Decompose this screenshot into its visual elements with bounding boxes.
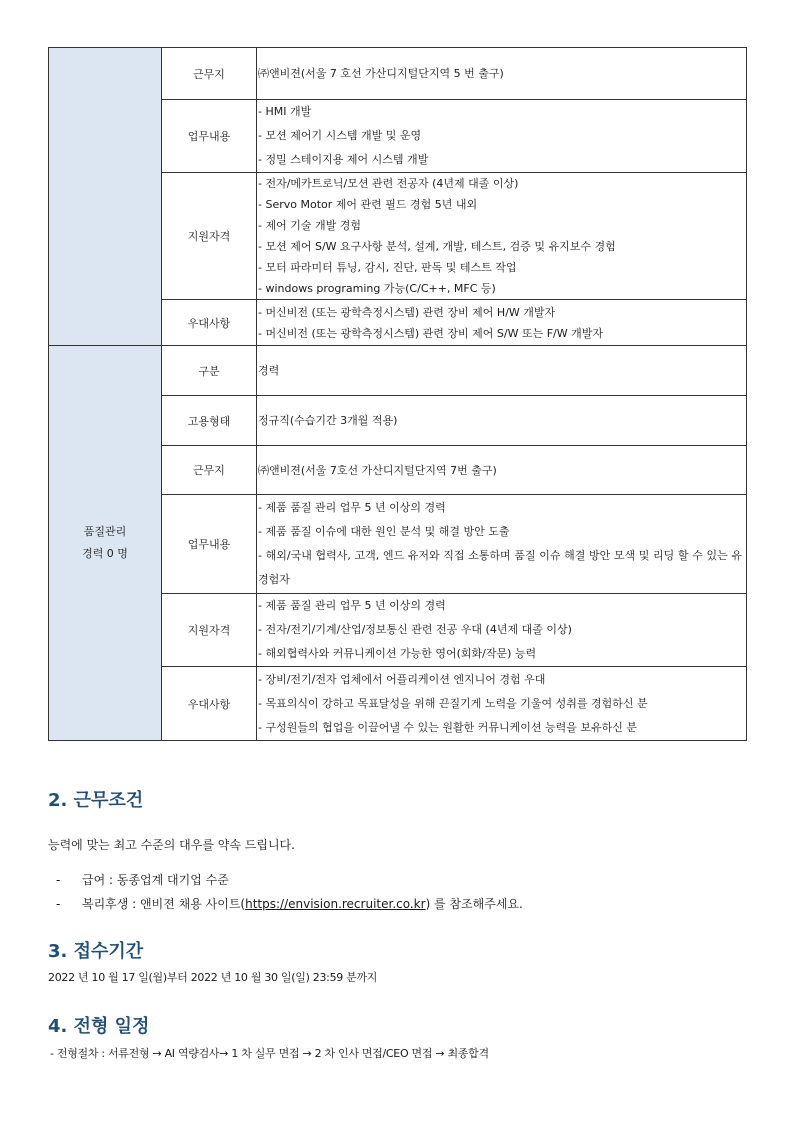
list-item-text: 복리후생 : 앤비젼 채용 사이트( [82, 897, 246, 911]
bullet: - [56, 873, 61, 887]
value-line: - Servo Motor 제어 관련 필드 경험 5년 내외 [258, 198, 478, 211]
group-cell [49, 346, 162, 741]
value-line: ㈜앤비젼(서울 7호선 가산디지털단지역 7번 출구) [258, 463, 497, 477]
group-label-line1: 품질관리 [83, 525, 127, 538]
application-period: 2022 년 10 월 17 일(월)부터 2022 년 10 월 30 일(일) 23:59 분까지 [48, 971, 378, 984]
row-label: 지원자격 [162, 173, 257, 300]
value-line: - 구성원들의 협업을 이끌어낼 수 있는 원활한 커뮤니케이션 능력을 보유하신 분 [258, 720, 637, 734]
value-line: - 제품 품질 관리 업무 5 년 이상의 경력 [258, 501, 446, 514]
section-2-intro: 능력에 맞는 최고 수준의 대우를 약속 드립니다. [48, 838, 295, 852]
value-line: - 전자/메카트로닉/모션 관련 전공자 (4년제 대졸 이상) [258, 177, 519, 190]
value-line: - 해외협력사와 커뮤니케이션 가능한 영어(회화/작문) 능력 [258, 647, 537, 660]
value-line: - 모션 제어 S/W 요구사항 분석, 설계, 개발, 테스트, 검증 및 유지보수 경험 [258, 240, 616, 253]
section-4-title: 4. 전형 일정 [48, 1016, 150, 1037]
row-value [257, 173, 747, 300]
row-value [257, 667, 747, 741]
value-line: - 모션 제어기 시스템 개발 및 운영 [258, 129, 422, 142]
row-value [257, 100, 747, 173]
value-line: - windows programing 가능(C/C++, MFC 등) [258, 282, 496, 295]
row-value [257, 346, 747, 396]
recruit-site-link[interactable]: https://envision.recruiter.co.kr [245, 897, 426, 911]
value-line: - 장비/전기/전자 업체에서 어플리케이션 엔지니어 경험 우대 [258, 672, 546, 686]
group-label-line2: 경력 0 명 [82, 547, 128, 560]
row-label: 업무내용 [162, 100, 257, 173]
value-line: - 정밀 스테이지용 제어 시스템 개발 [258, 153, 429, 166]
list-item [56, 895, 523, 912]
group-cell [49, 48, 162, 346]
row-label: 고용형태 [162, 396, 257, 446]
row-value [257, 446, 747, 495]
table-row [49, 346, 747, 396]
row-value [257, 495, 747, 594]
row-value [257, 48, 747, 100]
list-item-text: 급여 : 동종업계 대기업 수준 [82, 873, 229, 887]
row-label: 업무내용 [162, 495, 257, 594]
section-3-title: 3. 접수기간 [48, 941, 144, 962]
job-table [48, 47, 747, 741]
row-label: 근무지 [162, 48, 257, 100]
value-line: - 해외/국내 협력사, 고객, 엔드 유저와 직접 소통하며 품질 이슈 해결 방안 모색 및 리딩 할 수 있는 유경험자 [258, 549, 742, 586]
value-line: - 제어 기술 개발 경험 [258, 219, 361, 232]
value-line: - 모터 파라미터 튜닝, 감시, 진단, 판독 및 테스트 작업 [258, 261, 517, 274]
value-line: 경력 [258, 364, 280, 377]
row-label: 구분 [162, 346, 257, 396]
value-line: - 제품 품질 관리 업무 5 년 이상의 경력 [258, 599, 446, 612]
bullet: - [56, 897, 61, 911]
list-item-text: ) 를 참조해주세요. [425, 897, 523, 911]
row-label: 우대사항 [162, 300, 257, 346]
row-label: 우대사항 [162, 667, 257, 741]
value-line: - 전자/전기/기계/산업/정보통신 관련 전공 우대 (4년제 대졸 이상) [258, 623, 572, 636]
row-value [257, 300, 747, 346]
value-line: - 머신비전 (또는 광학측정시스템) 관련 장비 제어 H/W 개발자 [258, 305, 556, 319]
list-item [56, 871, 229, 888]
value-line: - 머신비전 (또는 광학측정시스템) 관련 장비 제어 S/W 또는 F/W 개발자 [258, 326, 604, 340]
table-row [49, 48, 747, 100]
selection-process: - 전형절차 : 서류전형 → AI 역량검사→ 1 차 실무 면접 → 2 차 인사 면접/CEO 면접 → 최종합격 [50, 1047, 489, 1060]
section-2-title: 2. 근무조건 [48, 790, 144, 811]
value-line: - 제품 품질 이슈에 대한 원인 분석 및 해결 방안 도출 [258, 525, 510, 538]
value-line: - HMI 개발 [258, 105, 312, 118]
row-value [257, 396, 747, 446]
value-line: 정규직(수습기간 3개월 적용) [258, 414, 398, 427]
value-line: - 목표의식이 강하고 목표달성을 위해 끈질기게 노력을 기울여 성취를 경험하신 분 [258, 696, 648, 710]
row-value [257, 594, 747, 667]
value-line: ㈜앤비젼(서울 7 호선 가산디지털단지역 5 번 출구) [258, 67, 504, 80]
row-label: 지원자격 [162, 594, 257, 667]
row-label: 근무지 [162, 446, 257, 495]
